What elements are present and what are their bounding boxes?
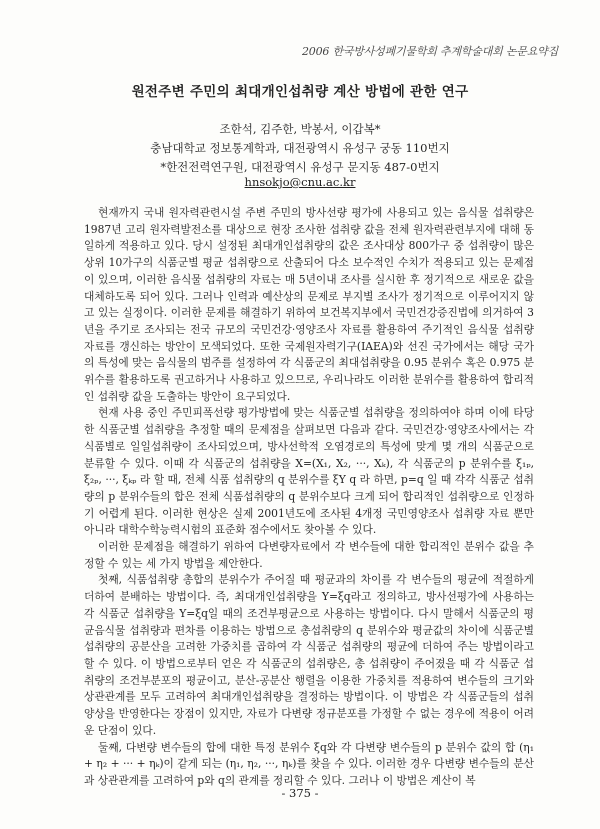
affiliation-2: *한전전력연구원, 대전광역시 유성구 문지동 487-0번지 (160, 160, 440, 174)
paragraph: 둘째, 다변량 변수들의 합에 대한 특정 분위수 ξq와 각 다변량 변수들의 p 분위수 값의 합 (η₁ + η₂ + ··· + ηₖ)이 같게 되는 (η₁, η₂, ···, ηₖ)를 찾을 수 있다. 이러한 경우 다변량 변수들의 분산과 상관관계를 고려하여 p와 q의 관계를 정리할 수 있다. 그러나 이 방법은 계산이 복 (84, 740, 534, 787)
paper-title: 원전주변 주민의 최대개인섭취량 계산 방법에 관한 연구 (131, 84, 469, 100)
author-email-link[interactable]: hnsokjo@cnu.ac.kr (244, 175, 356, 189)
page-number: - 375 - (281, 786, 319, 800)
paragraph: 현재 사용 중인 주민피폭선량 평가방법에 맞는 식품군별 섭취량을 정의하여야 하며 이에 타당한 식품군별 섭취량을 추정할 때의 문제점을 살펴보면 다음과 같다. 국민건강·영양조사에서는 각 식품별로 일일섭취량이 조사되었으며, 방사선학적 오염경로의 특성에 맞게 몇 개의 식품군으로 분류할 수 있다. 이때 각 식품군의 섭취량을 X=(X₁, X₂, ···, Xₖ), 각 식품군의 p 분위수를 ξ₁ₚ, ξ₂ₚ, ···, ξₖₚ 라 할 때, 전체 식품 섭취량의 q 분위수를 ξY q 라 하면, p=q 일 때 각각 식품군 섭취량의 p 분위수들의 합은 전체 식품섭취량의 q 분위수보다 크게 되어 합리적인 섭취량으로 인정하기 어렵게 된다. 이러한 현상은 실제 2001년도에 조사된 4개정 국민영양조사 섭취량 자료 뿐만 아니라 대학수학능력시험의 표준화 점수에서도 찾아볼 수 있다. (84, 406, 534, 537)
abstract-body (84, 205, 534, 790)
paragraph: 첫째, 식품섭취량 총합의 분위수가 주어질 때 평균과의 차이를 각 변수들의 평균에 적절하게 더하여 분배하는 방법이다. 즉, 최대개인섭취량을 Y=ξq라고 정의하고, 방사선평가에 사용하는 각 식품군 섭취량을 Y=ξq일 때의 조건부평균으로 사용하는 방법이다. 다시 말해서 식품군의 평균음식물 섭취량과 편차를 이용하는 방법으로 총섭취량의 q 분위수와 평균값의 차이에 식품군별 섭취량의 공분산을 고려한 가중치를 곱하여 각 식품군 섭취량의 평균에 더하여 주는 방법이라고 할 수 있다. 이 방법으로부터 얻은 각 식품군의 섭취량은, 총 섭취량이 주어졌을 때 각 식품군 섭취량의 조건부분포의 평균이고, 분산-공분산 행렬을 이용한 가중치를 적용하여 변수들의 크기와 상관관계를 모두 고려하여 최대개인섭취량을 결정하는 방법이다. 이 방법은 각 식품군들의 섭취 양상을 반영한다는 장점이 있지만, 자료가 다변량 정규분포를 가정할 수 없는 경우에 적용이 어려운 단점이 있다. (84, 573, 534, 737)
author-block (0, 120, 600, 177)
author-names: 조한석, 김주한, 박봉서, 이갑복* (219, 122, 381, 136)
paragraph: 현재까지 국내 원자력관련시설 주변 주민의 방사선량 평가에 사용되고 있는 음식물 섭취량은 1987년 고리 원자력발전소를 대상으로 현장 조사한 섭취량 값을 전체 원자력관련부지에 대해 동일하게 적용하고 있다. 당시 설정된 최대개인섭취량의 값은 조사대상 800가구 중 섭취량이 많은 상위 10가구의 식품군별 평균 섭취량으로 산출되어 다소 보수적인 수치가 적용되고 있는 문제점이 있으며, 이러한 음식물 섭취량의 자료는 매 5년이내 조사를 실시한 후 정기적으로 새로운 값을 대체하도록 되어 있다. 그러나 인력과 예산상의 문제로 부지별 조사가 정기적으로 이루어지지 않고 있는 실정이다. 이러한 문제를 해결하기 위하여 보건복지부에서 국민건강증진법에 의거하여 3년을 주기로 조사되는 전국 규모의 국민건강·영양조사 자료를 활용하여 주기적인 음식물 섭취량 자료를 갱신하는 방안이 모색되었다. 또한 국제원자력기구(IAEA)와 선진 국가에서는 해당 국가의 특성에 맞는 음식물의 범주를 설정하여 각 식품군의 최대섭취량을 0.95 분위수 혹은 0.975 분위수를 활용하도록 권고하거나 사용하고 있으므로, 우리나라도 이러한 분위수를 활용하여 합리적인 섭취량 값을 도출하는 방안이 요구되었다. (84, 206, 534, 403)
paragraph: 이러한 문제점을 해결하기 위하여 다변량자료에서 각 변수들에 대한 합리적인 분위수 값을 추정할 수 있는 세 가지 방법을 제안한다. (84, 540, 534, 570)
affiliation-1: 충남대학교 정보통계학과, 대전광역시 유성구 궁동 110번지 (150, 141, 450, 155)
running-header: 2006 한국방사성폐기물학회 추계학술대회 논문요약집 (301, 45, 558, 58)
